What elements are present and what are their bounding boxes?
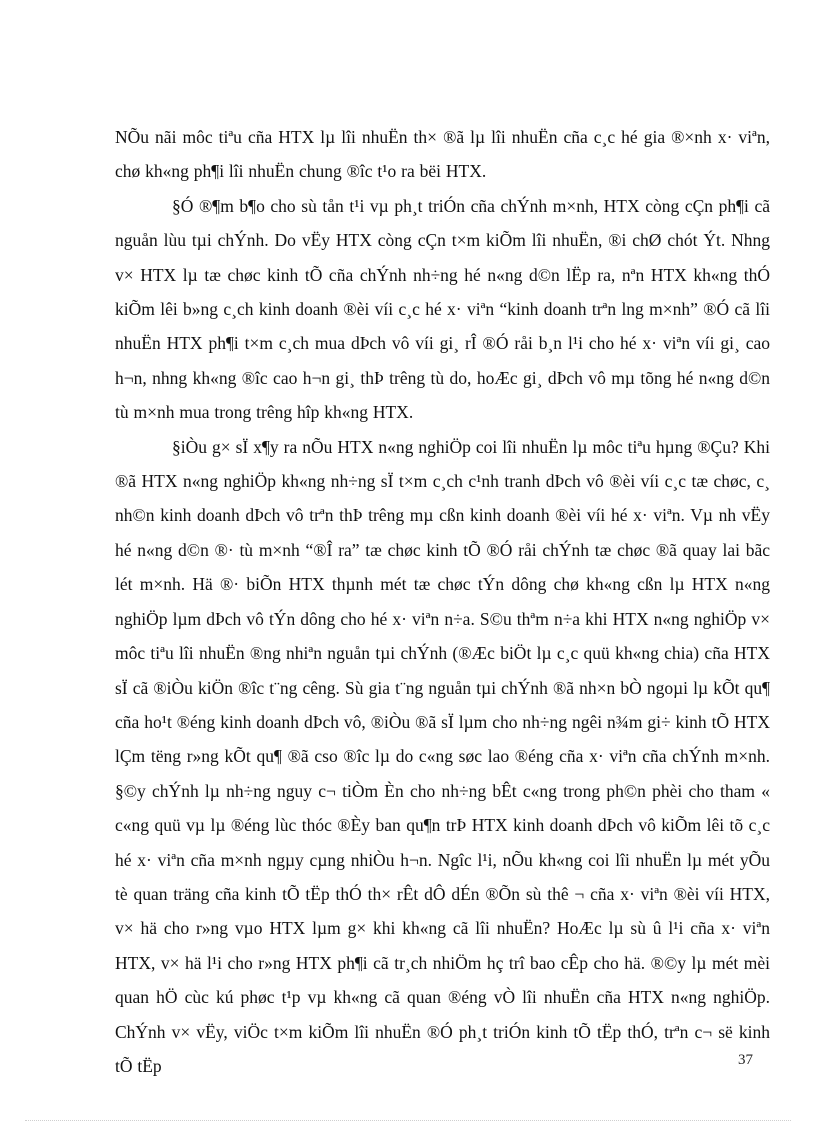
page-body (115, 120, 770, 1083)
footer-divider (25, 1120, 791, 1121)
paragraph-1: NÕu nãi môc tiªu cña HTX lµ lîi nhuËn th× ®ã lµ lîi nhuËn cña c¸c hé gia ®×nh x· viªn, chø kh«ng ph¶i lîi nhuËn chung ®îc t¹o ra bëi HTX. (115, 127, 770, 182)
paragraph-2: §Ó ®¶m b¶o cho sù tån t¹i vµ ph¸t triÓn cña chÝnh m×nh, HTX còng cÇn ph¶i cã nguån lùu tµi chÝnh. Do vËy HTX còng cÇn t×m kiÕm lîi nhuËn, ®i chØ chót Ýt. Nhng v× HTX lµ tæ chøc kinh tÕ cña chÝnh nh÷ng hé n«ng d©n lËp ra, nªn HTX kh«ng thÓ kiÕm lêi b»ng c¸ch kinh doanh ®èi víi c¸c hé x· viªn “kinh doanh trªn lng m×nh” ®Ó cã lîi nhuËn HTX ph¶i t×m c¸ch mua dÞch vô víi gi¸ rÎ ®Ó råi b¸n l¹i cho hé x· viªn víi gi¸ cao h¬n, nhng kh«ng ®îc cao h¬n gi¸ thÞ trêng tù do, hoÆc gi¸ dÞch vô mµ tõng hé n«ng d©n tù m×nh mua trong trêng hîp kh«ng HTX. (115, 195, 770, 423)
page-number: 37 (738, 1052, 753, 1068)
paragraph-3: §iÒu g× sÏ x¶y ra nÕu HTX n«ng nghiÖp coi lîi nhuËn lµ môc tiªu hµng ®Çu? Khi ®ã HTX n«ng nghiÖp kh«ng nh÷ng sÏ t×m c¸ch c¹nh tranh dÞch vô ®èi víi c¸c tæ chøc, c¸ nh©n kinh doanh dÞch vô trªn thÞ trêng mµ cßn kinh doanh ®èi víi hé x· viªn. Vµ nh vËy hé n«ng d©n ®· tù m×nh “®Î ra” tæ chøc kinh tÕ ®Ó råi chÝnh tæ chøc ®ã quay lai bãc lét m×nh. Hä ®· biÕn HTX thµnh mét tæ chøc tÝn dông chø kh«ng cßn lµ HTX n«ng nghiÖp lµm dÞch vô tÝn dông cho hé x· viªn n÷a. S©u thªm n÷a khi HTX n«ng nghiÖp v× môc tiªu lîi nhuËn ®ng nhiªn nguån tµi chÝnh (®Æc biÖt lµ c¸c quü kh«ng chia) cña HTX sÏ cã ®iÒu kiÖn ®îc t¨ng cêng. Sù gia t¨ng nguån tµi chÝnh ®ã nh×n bÒ ngoµi lµ kÕt qu¶ cña ho¹t ®éng kinh doanh dÞch vô, ®iÒu ®ã sÏ lµm cho nh÷ng ngêi n¾m gi÷ kinh tÕ HTX lÇm tëng r»ng kÕt qu¶ ®ã cso ®îc lµ do c«ng søc lao ®éng cña x· viªn cña chÝnh m×nh. §©y chÝnh lµ nh÷ng nguy c¬ tiÒm Èn cho nh÷ng bÊt c«ng trong ph©n phèi cho tham « c«ng quü vµ lµ ®éng lùc thóc ®Èy ban qu¶n trÞ HTX kinh doanh dÞch vô kiÕm lêi tõ c¸c hé x· viªn cña m×nh ngµy cµng nhiÒu h¬n. Ngîc l¹i, nÕu kh«ng coi lîi nhuËn lµ mét yÕu tè quan träng cña kinh tÕ tËp thÓ th× rÊt dÔ dÉn ®Õn sù thê ¬ cña x· viªn ®èi víi HTX, v× hä cho r»ng vµo HTX lµm g× khi kh«ng cã lîi nhuËn? HoÆc lµ sù û l¹i cña x· viªn HTX, v× hä l¹i cho r»ng HTX ph¶i cã tr¸ch nhiÖm hç trî bao cÊp cho hä. ®©y lµ mét mèi quan hÖ cùc kú phøc t¹p vµ kh«ng cã quan ®éng vÒ lîi nhuËn cña HTX n«ng nghiÖp. ChÝnh v× vËy, viÖc t×m kiÕm lîi nhuËn ®Ó ph¸t triÓn kinh tÕ tËp thÓ, trªn c¬ së kinh tÕ tËp (115, 436, 770, 1076)
